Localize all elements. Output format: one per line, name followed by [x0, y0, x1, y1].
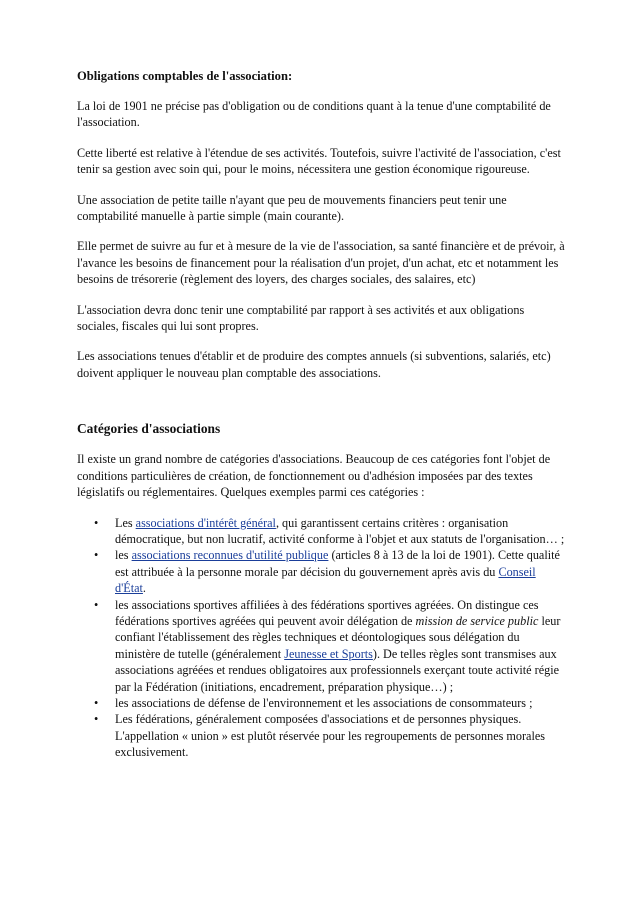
- list-item: [77, 711, 565, 760]
- item-text: les associations de défense de l'environnement et les associations de consommateurs ;: [115, 695, 533, 710]
- emphasis-mission-service-public: mission de service public: [415, 613, 539, 628]
- document-page: [77, 68, 565, 761]
- paragraph: La loi de 1901 ne précise pas d'obligation ou de conditions quant à la tenue d'une comptabilité de l'association.: [77, 99, 551, 130]
- section-title-obligations: Obligations comptables de l'association:: [77, 69, 293, 83]
- paragraph: Cette liberté est relative à l'étendue de ses activités. Toutefois, suivre l'activité de l'association, c'est tenir sa gestion avec soin qui, pour le moins, nécessitera une gestion économique rigoureuse.: [77, 145, 561, 177]
- bullet-icon: •: [94, 712, 99, 727]
- link-utilite-publique[interactable]: associations reconnues d'utilité publique: [131, 548, 329, 563]
- item-text: , qui garantissent certains critères : organisation démocratique, but non lucratif, activité conforme à l'objet et aux statuts de l'organisation… ;: [115, 515, 565, 546]
- item-text: leur confiant l'établissement des règles techniques et déontologiques sous délégation du ministère de tutelle (généralement: [115, 613, 561, 661]
- item-text: ). De telles règles sont transmises aux associations agréées et rendues obligatoires aux professionnels exerçant toute activité régie par la Fédération (initiations, encadrement, préparation physique…) ;: [115, 646, 559, 694]
- list-item: [77, 547, 565, 596]
- link-conseil-etat[interactable]: Conseil d'État: [115, 564, 536, 596]
- item-text: (articles 8 à 13 de la loi de 1901). Cette qualité est attribuée à la personne morale par décision du gouvernement après avis du: [115, 548, 560, 579]
- categories-intro: Il existe un grand nombre de catégories d'associations. Beaucoup de ces catégories font l'objet de conditions particulières de création, de fonctionnement ou d'adhésion imposées par des textes législatifs ou réglementaires. Quelques exemples parmi ces catégories :: [77, 452, 551, 500]
- link-jeunesse-sports[interactable]: Jeunesse et Sports: [284, 646, 373, 661]
- categories-list: [77, 515, 565, 761]
- list-item: [77, 597, 565, 695]
- list-item: [77, 515, 565, 548]
- link-interet-general[interactable]: associations d'intérêt général: [135, 515, 276, 530]
- bullet-icon: •: [94, 695, 99, 710]
- item-text: Les: [115, 515, 136, 530]
- bullet-icon: •: [94, 548, 99, 563]
- list-item: [77, 695, 565, 711]
- paragraph: Les associations tenues d'établir et de produire des comptes annuels (si subventions, salariés, etc) doivent appliquer le nouveau plan comptable des associations.: [77, 349, 551, 380]
- section-title-categories: Catégories d'associations: [77, 421, 221, 437]
- item-text: les: [115, 548, 132, 563]
- item-text: .: [142, 581, 146, 596]
- paragraph: L'association devra donc tenir une comptabilité par rapport à ses activités et aux obligations sociales, fiscales qui lui sont propres.: [77, 302, 525, 334]
- bullet-icon: •: [94, 597, 99, 612]
- paragraph: Une association de petite taille n'ayant que peu de mouvements financiers peut tenir une comptabilité manuelle à partie simple (main courante).: [77, 192, 507, 224]
- item-text: Les fédérations, généralement composées d'associations et de personnes physiques. L'appellation « union » est plutôt réservée pour les regroupements de personnes morales exclusivement.: [115, 712, 545, 760]
- bullet-icon: •: [94, 515, 99, 530]
- item-text: les associations sportives affiliées à des fédérations sportives agréées. On distingue ces fédérations sportives agréées qui peuvent avoir délégation de: [115, 597, 539, 628]
- paragraph: Elle permet de suivre au fur et à mesure de la vie de l'association, sa santé financière et de prévoir, à l'avance les besoins de financement pour la réalisation d'un projet, d'un achat, etc et notamment les besoins de trésorerie (règlement des loyers, des charges sociales, des salaires, etc): [77, 239, 565, 287]
